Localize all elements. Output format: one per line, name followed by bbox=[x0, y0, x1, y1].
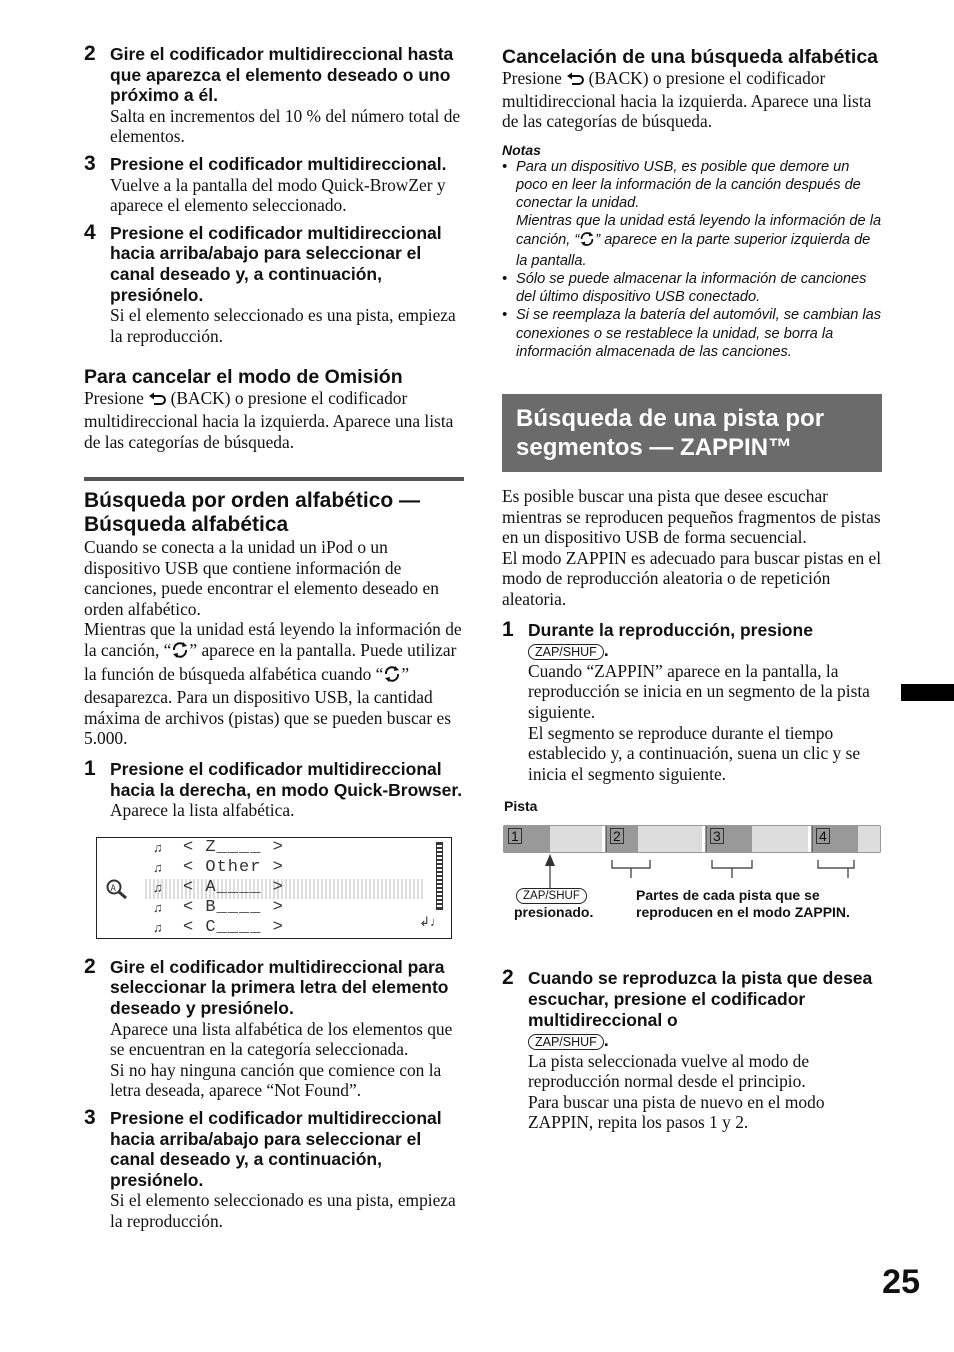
note-text: Sólo se puede almacenar la información de canciones del último dispositivo USB conectado. bbox=[516, 271, 867, 306]
step-title: Durante la reproducción, presione ZAP/SHUF . bbox=[528, 619, 813, 661]
step-number: 2 bbox=[84, 42, 96, 65]
alpha-step-2 bbox=[84, 954, 464, 1101]
notes-section bbox=[502, 142, 882, 361]
text: Durante la reproducción, presione bbox=[528, 619, 813, 640]
back-icon bbox=[566, 70, 584, 91]
lcd-row: < Z____ > bbox=[183, 837, 284, 857]
svg-text:A: A bbox=[110, 883, 116, 894]
step-body: Si el elemento seleccionado es una pista, empieza la reproducción. bbox=[110, 1190, 456, 1231]
text: ” desaparezca. Para un dispositivo USB, la cantidad máxima de archivos (pistas) que se pueden buscar es 5.000. bbox=[84, 663, 452, 749]
section-tab-marker bbox=[901, 684, 954, 701]
parts-caption: Partes de cada pista que se reproducen en el modo ZAPPIN. bbox=[636, 887, 850, 921]
step-title: Presione el codificador multidireccional hacia arriba/abajo para seleccionar el canal deseado y, a continuación, presiónelo. bbox=[110, 222, 442, 305]
skip-step-3 bbox=[84, 151, 464, 216]
section-heading: Para cancelar el modo de Omisión bbox=[84, 366, 403, 389]
step-title: Presione el codificador multidireccional hacia arriba/abajo para seleccionar el canal deseado y, a continuación, presiónelo. bbox=[110, 1107, 442, 1190]
step-number: 2 bbox=[84, 954, 96, 978]
search-icon bbox=[105, 878, 129, 905]
zap-shuf-key: ZAP/SHUF bbox=[528, 644, 604, 660]
cancel-skip-section bbox=[84, 366, 464, 452]
pressed-caption: presionado. bbox=[514, 904, 594, 921]
music-note-icon: ♫ bbox=[153, 899, 163, 915]
text: Presione bbox=[84, 388, 144, 409]
refresh-icon bbox=[383, 665, 401, 688]
step-body: Aparece una lista alfabética de los elementos que se encuentran en la categoría seleccionada. bbox=[110, 1018, 453, 1060]
step-number: 4 bbox=[84, 220, 96, 244]
back-icon bbox=[148, 390, 166, 411]
refresh-icon bbox=[579, 231, 595, 252]
step-number: 2 bbox=[502, 966, 514, 990]
note-text: Para un dispositivo USB, es posible que demore un poco en leer la información de la canción después de conectar la unidad. bbox=[516, 158, 861, 212]
step-body: Si el elemento seleccionado es una pista, empieza la reproducción. bbox=[110, 305, 456, 346]
alpha-step-1 bbox=[84, 759, 464, 821]
zappin-diagram bbox=[502, 798, 882, 948]
paragraph bbox=[84, 388, 464, 452]
note-item: • Si se reemplaza la batería del automóvil, se cambian las conexiones o se restablece la unidad, se borra la información almacenada de las canciones. bbox=[502, 307, 882, 360]
music-note-icon: ♫ bbox=[153, 879, 163, 895]
step-body: Cuando “ZAPPIN” aparece en la pantalla, la reproducción se inicia en un segmento de la pista siguiente. bbox=[528, 660, 870, 722]
note-item: • Para un dispositivo USB, es posible que demore un poco en leer la información de la canción después de conectar la unidad. Mientras que la unidad está leyendo la información de la canción, “ ” aparece en la parte superior izquierda de la pantalla. bbox=[502, 158, 882, 269]
text: Mientras que la unidad está leyendo la información de la canción, “ bbox=[84, 619, 462, 661]
step-body: Vuelve a la pantalla del modo Quick-BrowZer y aparece el elemento seleccionado. bbox=[110, 174, 446, 216]
lcd-row: < Other > bbox=[183, 857, 284, 877]
section-heading: Búsqueda por orden alfabético — Búsqueda alfabética bbox=[84, 489, 421, 537]
track-number: 4 bbox=[816, 828, 830, 844]
step-title: Gire el codificador multidireccional para seleccionar la primera letra del elemento deseado y presiónelo. bbox=[110, 956, 449, 1018]
step-number: 1 bbox=[502, 617, 514, 641]
step-title: Presione el codificador multidireccional. bbox=[110, 153, 447, 174]
repeat-icon: ↲♩ bbox=[419, 913, 443, 929]
note-item: • Sólo se puede almacenar la información de canciones del último dispositivo USB conectado. bbox=[502, 270, 882, 306]
music-note-icon: ♫ bbox=[153, 839, 163, 855]
zap-shuf-key: ZAP/SHUF bbox=[528, 1034, 604, 1050]
step-body: Salta en incrementos del 10 % del número total de elementos. bbox=[110, 105, 461, 147]
lcd-row: < B____ > bbox=[183, 897, 284, 917]
lcd-row: < C____ > bbox=[183, 917, 284, 937]
paragraph bbox=[84, 619, 464, 749]
text: ” aparece en la parte superior izquierda de la pantalla. bbox=[516, 231, 871, 269]
zappin-section bbox=[502, 486, 882, 1133]
paragraph: Es posible buscar una pista que desee escuchar mientras se reproducen pequeños fragmentos de pistas en un dispositivo USB de forma secuencial. bbox=[502, 486, 881, 548]
paragraph: Cuando se conecta a la unidad un iPod o un dispositivo USB que contiene información de canciones, puede encontrar el elemento deseado en orden alfabético. bbox=[84, 537, 439, 619]
page-number: 25 bbox=[882, 1263, 920, 1301]
step-number: 3 bbox=[84, 1105, 96, 1129]
track-number: 2 bbox=[610, 828, 624, 844]
note-text bbox=[516, 212, 882, 270]
lcd-row: < A____ > bbox=[183, 877, 284, 897]
step-number: 3 bbox=[84, 151, 96, 175]
alpha-search-section bbox=[84, 489, 464, 1231]
step-body: La pista seleccionada vuelve al modo de reproducción normal desde el principio. bbox=[528, 1050, 810, 1092]
track-label: Pista bbox=[504, 798, 538, 815]
skip-step-4 bbox=[84, 220, 464, 347]
section-heading: Cancelación de una búsqueda alfabética bbox=[502, 46, 879, 68]
step-body: Si no hay ninguna canción que comience con la letra deseada, aparece “Not Found”. bbox=[110, 1059, 442, 1101]
step-body: Para buscar una pista de nuevo en el modo ZAPPIN, repita los pasos 1 y 2. bbox=[528, 1091, 825, 1133]
zappin-step-2 bbox=[502, 968, 882, 1133]
zappin-banner-heading: Búsqueda de una pista por segmentos — ZAPPIN™ bbox=[502, 394, 882, 472]
text: Presione bbox=[502, 68, 562, 88]
text: (BACK) o presione el codificador multidireccional hacia la izquierda. Aparece una lista de las categorías de búsqueda. bbox=[84, 388, 454, 452]
music-note-icon: ♫ bbox=[153, 919, 163, 935]
music-note-icon: ♫ bbox=[153, 859, 163, 875]
zap-shuf-key: ZAP/SHUF bbox=[516, 888, 587, 904]
text: (BACK) o presione el codificador multidireccional hacia la izquierda. Aparece una lista de las categorías de búsqueda. bbox=[502, 68, 872, 132]
left-column bbox=[84, 42, 464, 1232]
track-number: 3 bbox=[710, 828, 724, 844]
track-number: 1 bbox=[508, 828, 522, 844]
zappin-step-1 bbox=[502, 617, 882, 785]
note-text: Si se reemplaza la batería del automóvil, se cambian las conexiones o se restablece la unidad, se borra la información almacenada de las canciones. bbox=[516, 307, 882, 360]
step-title: Gire el codificador multidireccional hasta que aparezca el elemento deseado o uno próximo a él. bbox=[110, 44, 454, 106]
right-column bbox=[502, 42, 882, 1133]
step-title: Presione el codificador multidireccional hacia la derecha, en modo Quick-Browser. bbox=[110, 759, 463, 800]
step-body: El segmento se reproduce durante el tiempo establecido y, a continuación, suena un clic y se inicia el segmento siguiente. bbox=[528, 722, 861, 784]
alpha-step-3 bbox=[84, 1105, 464, 1232]
skip-step-2 bbox=[84, 44, 464, 147]
scrollbar-icon bbox=[436, 842, 443, 910]
text: Cuando se reproduzca la pista que desea escuchar, presione el codificador multidireccional o bbox=[528, 968, 873, 1030]
text: ” aparece en la pantalla. Puede utilizar la función de búsqueda alfabética cuando “ bbox=[84, 640, 457, 684]
step-number: 1 bbox=[84, 757, 96, 781]
text: Mientras que la unidad está leyendo la información de la canción, “ bbox=[516, 213, 882, 248]
paragraph bbox=[502, 68, 882, 132]
cancel-alpha-section bbox=[502, 46, 882, 132]
section-rule bbox=[84, 477, 464, 481]
lcd-display bbox=[96, 837, 452, 939]
step-body: Aparece la lista alfabética. bbox=[110, 800, 295, 821]
refresh-icon bbox=[171, 641, 189, 664]
step-title: Cuando se reproduzca la pista que desea escuchar, presione el codificador multidireccional o ZAP/SHUF . bbox=[528, 968, 873, 1051]
paragraph: El modo ZAPPIN es adecuado para buscar pistas en el modo de reproducción aleatoria o de repetición aleatoria. bbox=[502, 547, 882, 609]
notes-heading: Notas bbox=[502, 141, 541, 158]
